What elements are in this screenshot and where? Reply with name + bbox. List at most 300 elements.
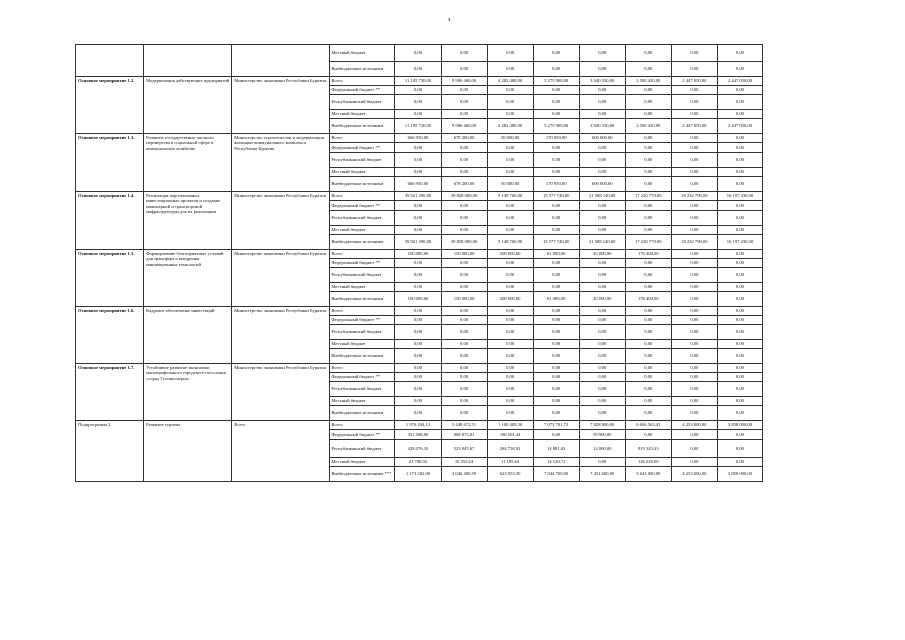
value-cell: 39 828 000,00 (441, 192, 487, 201)
value-cell: 666 950,00 (395, 177, 441, 192)
value-cell: 7 828 800,00 (579, 421, 625, 430)
value-cell: 0,00 (717, 259, 762, 268)
value-cell: 2 500 430,00 (625, 77, 671, 86)
value-cell: 678 200,00 (441, 134, 487, 143)
value-cell: 0,00 (671, 373, 717, 382)
value-cell: 39 828 000,00 (441, 235, 487, 250)
table-body (76, 45, 763, 482)
funding-source-cell: Местный бюджет (330, 397, 395, 406)
value-cell: 0,00 (717, 143, 762, 153)
value-cell: 9 148 760,00 (487, 235, 533, 250)
value-cell: 0,00 (395, 283, 441, 292)
value-cell: 0,00 (579, 268, 625, 283)
value-cell: 0,00 (395, 316, 441, 325)
value-cell: 0,00 (579, 397, 625, 406)
funding-source-cell: Всего (330, 250, 395, 259)
funding-source-cell: Местный бюджет (330, 110, 395, 119)
program-name-cell: Модернизация действующих предприятий (144, 77, 232, 134)
value-cell: 0,00 (671, 349, 717, 364)
value-cell: 0,00 (579, 45, 625, 62)
value-cell: 0,00 (441, 110, 487, 119)
value-cell: 4 282 480,00 (487, 119, 533, 134)
value-cell: 3 858 000,00 (717, 467, 762, 482)
value-cell: 0,00 (717, 292, 762, 307)
value-cell: 0,00 (579, 226, 625, 235)
value-cell: 0,00 (717, 62, 762, 77)
value-cell: 0,00 (671, 364, 717, 373)
value-cell: 11 195,64 (487, 458, 533, 467)
table-row (76, 421, 763, 430)
value-cell: 0,00 (533, 430, 579, 440)
value-cell: 0,00 (533, 307, 579, 316)
value-cell: 0,00 (533, 268, 579, 283)
value-cell: 18 232 790,00 (671, 192, 717, 201)
value-cell: 0,00 (395, 406, 441, 421)
value-cell: 600 000,00 (579, 177, 625, 192)
table-row (76, 250, 763, 259)
value-cell: 126 220,00 (625, 458, 671, 467)
value-cell: 0,00 (441, 340, 487, 349)
value-cell: 0,00 (533, 340, 579, 349)
value-cell: 0,00 (717, 250, 762, 259)
value-cell: 0,00 (579, 201, 625, 211)
value-cell: 0,00 (717, 168, 762, 177)
funding-source-cell: Внебюджетные источники (330, 119, 395, 134)
funding-source-cell: Федеральный бюджет ** (330, 316, 395, 325)
value-cell: 0,00 (717, 430, 762, 440)
value-cell: 0,00 (395, 226, 441, 235)
value-cell: 0,00 (717, 458, 762, 467)
value-cell: 0,00 (487, 143, 533, 153)
value-cell: 0,00 (533, 373, 579, 382)
value-cell: 0,00 (717, 110, 762, 119)
value-cell: 1 976 204,12 (395, 421, 441, 430)
value-cell: 176 400,00 (625, 292, 671, 307)
value-cell: 0,00 (395, 307, 441, 316)
value-cell: 0,00 (579, 143, 625, 153)
value-cell: 0,00 (533, 397, 579, 406)
value-cell: 0,00 (717, 201, 762, 211)
value-cell: 14 120,72 (533, 458, 579, 467)
value-cell: 0,00 (441, 397, 487, 406)
value-cell: 0,00 (671, 397, 717, 406)
value-cell: 0,00 (487, 283, 533, 292)
value-cell: 2 447 050,00 (671, 77, 717, 86)
table-row (76, 45, 763, 62)
executor-cell: Министерство экономики Республики Бурятия (232, 77, 330, 134)
value-cell: 0,00 (487, 226, 533, 235)
executor-cell: Министерство экономики Республики Бурятия (232, 364, 330, 421)
value-cell: 0,00 (395, 143, 441, 153)
value-cell: 0,00 (717, 153, 762, 168)
value-cell: 0,00 (671, 268, 717, 283)
value-cell: 0,00 (625, 95, 671, 110)
value-cell: 0,00 (625, 340, 671, 349)
value-cell: 6 604 563,43 (625, 421, 671, 430)
value-cell: 4 253 000,00 (671, 467, 717, 482)
value-cell: 0,00 (533, 364, 579, 373)
value-cell: 0,00 (579, 373, 625, 382)
value-cell: 0,00 (671, 458, 717, 467)
value-cell: 0,00 (579, 340, 625, 349)
program-code-cell: Основное мероприятие 1.2. (76, 77, 144, 134)
funding-source-cell: Всего (330, 192, 395, 201)
value-cell: 0,00 (717, 373, 762, 382)
value-cell: 0,00 (441, 62, 487, 77)
value-cell: 100 000,00 (395, 292, 441, 307)
value-cell: 0,00 (533, 201, 579, 211)
value-cell: 5 275 900,00 (533, 119, 579, 134)
funding-source-cell: Республиканский бюджет (330, 325, 395, 340)
value-cell: 0,00 (625, 201, 671, 211)
value-cell: 170 950,00 (533, 177, 579, 192)
value-cell: 0,00 (395, 153, 441, 168)
value-cell: 0,00 (441, 364, 487, 373)
value-cell: 0,00 (533, 95, 579, 110)
value-cell: 1 100 409,30 (487, 421, 533, 430)
value-cell: 0,00 (487, 95, 533, 110)
funding-source-cell: Внебюджетные источники (330, 235, 395, 250)
value-cell: 0,00 (395, 349, 441, 364)
funding-source-cell: Федеральный бюджет ** (330, 86, 395, 95)
value-cell: 10 353,24 (441, 458, 487, 467)
value-cell: 0,00 (441, 86, 487, 95)
executor-cell: Всего (232, 421, 330, 482)
value-cell: 0,00 (579, 259, 625, 268)
value-cell: 0,00 (625, 316, 671, 325)
value-cell: 0,00 (395, 373, 441, 382)
value-cell: 0,00 (533, 406, 579, 421)
value-cell: 0,00 (487, 307, 533, 316)
value-cell: 0,00 (717, 364, 762, 373)
value-cell: 0,00 (441, 211, 487, 226)
value-cell: 0,00 (625, 373, 671, 382)
value-cell: 0,00 (671, 168, 717, 177)
value-cell: 0,00 (579, 382, 625, 397)
value-cell: 0,00 (671, 430, 717, 440)
value-cell: 0,00 (533, 211, 579, 226)
value-cell: 0,00 (441, 406, 487, 421)
value-cell: 0,00 (671, 292, 717, 307)
funding-source-cell: Федеральный бюджет ** (330, 143, 395, 153)
funding-source-cell: Республиканский бюджет (330, 440, 395, 458)
value-cell: 0,00 (671, 62, 717, 77)
page-number: 4 (448, 18, 451, 23)
value-cell: 4 046 400,59 (441, 467, 487, 482)
value-cell: 0,00 (441, 268, 487, 283)
value-cell: 2 500 430,00 (625, 119, 671, 134)
program-name-cell: Реализация перспективных инвестиционных проектов и создание инженерной и транспортной инфраструктуры для их реализации (144, 192, 232, 250)
value-cell: 0,00 (395, 86, 441, 95)
value-cell: 0,00 (625, 307, 671, 316)
value-cell: 7 073 701,73 (533, 421, 579, 430)
value-cell: 176 400,00 (625, 250, 671, 259)
funding-source-cell: Республиканский бюджет (330, 268, 395, 283)
value-cell: 0,00 (487, 340, 533, 349)
funding-source-cell: Всего (330, 134, 395, 143)
value-cell: 0,00 (717, 268, 762, 283)
value-cell: 16 197 430,00 (717, 192, 762, 201)
value-cell: 0,00 (579, 458, 625, 467)
funding-source-cell: Всего (330, 307, 395, 316)
value-cell: 59 900,00 (579, 430, 625, 440)
table-row (76, 364, 763, 373)
value-cell: 0,00 (395, 211, 441, 226)
funding-source-cell: Федеральный бюджет ** (330, 259, 395, 268)
value-cell: 0,00 (671, 134, 717, 143)
value-cell: 4 282 480,00 (487, 77, 533, 86)
value-cell: 0,00 (671, 406, 717, 421)
value-cell: 150 000,00 (441, 292, 487, 307)
program-code-cell: Основное мероприятие 1.6. (76, 307, 144, 364)
value-cell: 0,00 (625, 177, 671, 192)
value-cell: 0,00 (441, 373, 487, 382)
funding-source-cell: Всего (330, 421, 395, 430)
value-cell: 0,00 (625, 406, 671, 421)
funding-source-cell: Всего (330, 77, 395, 86)
funding-source-cell: Внебюджетные источники *** (330, 467, 395, 482)
value-cell: 0,00 (579, 325, 625, 340)
value-cell: 0,00 (579, 62, 625, 77)
value-cell: 919 343,43 (625, 440, 671, 458)
value-cell: 5 448 672,51 (441, 421, 487, 430)
value-cell: 0,00 (487, 62, 533, 77)
value-cell: 0,00 (395, 268, 441, 283)
funding-source-cell: Внебюджетные источники (330, 62, 395, 77)
executor-cell: Министерство экономики Республики Бурятия (232, 307, 330, 364)
value-cell: 0,00 (487, 168, 533, 177)
value-cell: 523 045,67 (441, 440, 487, 458)
value-cell: 0,00 (533, 110, 579, 119)
value-cell: 0,00 (625, 382, 671, 397)
value-cell: 0,00 (671, 110, 717, 119)
executor-cell (232, 45, 330, 77)
value-cell: 7 044 700,00 (533, 467, 579, 482)
value-cell: 0,00 (395, 62, 441, 77)
value-cell: 0,00 (487, 259, 533, 268)
value-cell: 0,00 (395, 259, 441, 268)
value-cell: 0,00 (395, 201, 441, 211)
value-cell: 11 195 730,00 (395, 77, 441, 86)
value-cell: 0,00 (717, 283, 762, 292)
value-cell: 14 881,02 (533, 440, 579, 458)
program-name-cell (144, 45, 232, 77)
value-cell: 0,00 (395, 397, 441, 406)
value-cell: 15 577 740,00 (533, 235, 579, 250)
value-cell: 0,00 (625, 168, 671, 177)
value-cell: 0,00 (533, 86, 579, 95)
program-code-cell: Подпрограмма 2. (76, 421, 144, 482)
value-cell: 0,00 (717, 406, 762, 421)
executor-cell: Министерство экономики Республики Бурятия (232, 192, 330, 250)
value-cell: 351 008,00 (395, 430, 441, 440)
value-cell: 1 173 302,00 (395, 467, 441, 482)
value-cell: 9 148 760,00 (487, 192, 533, 201)
value-cell: 0,00 (441, 307, 487, 316)
value-cell: 0,00 (625, 349, 671, 364)
value-cell: 100 000,00 (395, 250, 441, 259)
funding-source-cell: Местный бюджет (330, 458, 395, 467)
value-cell: 0,00 (533, 316, 579, 325)
value-cell: 0,00 (487, 382, 533, 397)
value-cell: 0,00 (625, 62, 671, 77)
value-cell: 0,00 (671, 325, 717, 340)
value-cell: 0,00 (487, 110, 533, 119)
funding-source-cell: Местный бюджет (330, 45, 395, 62)
value-cell: 0,00 (671, 316, 717, 325)
value-cell: 623 953,30 (487, 467, 533, 482)
value-cell: 0,00 (717, 307, 762, 316)
value-cell: 0,00 (533, 153, 579, 168)
value-cell: 0,00 (717, 397, 762, 406)
value-cell: 0,00 (625, 134, 671, 143)
value-cell: 0,00 (717, 211, 762, 226)
value-cell: 0,00 (487, 349, 533, 364)
value-cell: 0,00 (533, 259, 579, 268)
value-cell: 0,00 (671, 250, 717, 259)
value-cell: 0,00 (579, 86, 625, 95)
value-cell: 0,00 (625, 397, 671, 406)
value-cell: 2 447 050,00 (717, 77, 762, 86)
value-cell: 0,00 (395, 95, 441, 110)
value-cell: 0,00 (441, 382, 487, 397)
value-cell: 0,00 (671, 259, 717, 268)
table-row (76, 134, 763, 143)
executor-cell: Министерство экономики Республики Бурятия (232, 250, 330, 307)
value-cell: 0,00 (717, 134, 762, 143)
value-cell: 0,00 (579, 364, 625, 373)
value-cell: 0,00 (395, 110, 441, 119)
value-cell: 428 076,10 (395, 440, 441, 458)
value-cell: 0,00 (625, 143, 671, 153)
value-cell: 0,00 (671, 340, 717, 349)
funding-table (75, 44, 763, 482)
value-cell: 0,00 (625, 430, 671, 440)
value-cell: 15 577 740,00 (533, 192, 579, 201)
value-cell: 150 000,00 (441, 250, 487, 259)
program-code-cell: Основное мероприятие 1.3. (76, 134, 144, 192)
value-cell: 0,00 (441, 283, 487, 292)
value-cell: 0,00 (533, 62, 579, 77)
value-cell: 0,00 (579, 283, 625, 292)
value-cell: 0,00 (625, 110, 671, 119)
value-cell: 0,00 (487, 201, 533, 211)
value-cell: 81 000,00 (533, 250, 579, 259)
value-cell: 50 000,00 (487, 177, 533, 192)
value-cell: 0,00 (717, 340, 762, 349)
value-cell: 0,00 (487, 153, 533, 168)
value-cell: 0,00 (717, 226, 762, 235)
value-cell: 16 197 430,00 (717, 235, 762, 250)
value-cell: 23 708,02 (395, 458, 441, 467)
value-cell: 0,00 (625, 259, 671, 268)
program-name-cell: Развитие государственно-частного партнерства в социальной сфере и коммунальном хозяйстве (144, 134, 232, 192)
value-cell: 45 000,00 (579, 292, 625, 307)
value-cell: 0,00 (395, 325, 441, 340)
value-cell: 81 000,00 (533, 292, 579, 307)
value-cell: 170 950,00 (533, 134, 579, 143)
value-cell: 0,00 (487, 406, 533, 421)
value-cell: 0,00 (487, 211, 533, 226)
value-cell: 0,00 (579, 307, 625, 316)
funding-source-cell: Республиканский бюджет (330, 382, 395, 397)
value-cell: 0,00 (487, 373, 533, 382)
value-cell: 2 447 050,00 (717, 119, 762, 134)
value-cell: 9 906 460,00 (441, 119, 487, 134)
value-cell: 0,00 (533, 226, 579, 235)
value-cell: 0,00 (487, 86, 533, 95)
program-code-cell: Основное мероприятие 1.4. (76, 192, 144, 250)
value-cell: 0,00 (579, 153, 625, 168)
value-cell: 0,00 (487, 316, 533, 325)
table-row (76, 77, 763, 86)
value-cell: 45 000,00 (579, 250, 625, 259)
value-cell: 0,00 (625, 86, 671, 95)
program-code-cell (76, 45, 144, 77)
value-cell: 0,00 (395, 340, 441, 349)
value-cell: 0,00 (579, 406, 625, 421)
value-cell: 0,00 (533, 382, 579, 397)
funding-source-cell: Внебюджетные источники (330, 406, 395, 421)
value-cell: 284 758,92 (487, 440, 533, 458)
value-cell: 5 641 000,00 (625, 467, 671, 482)
value-cell: 0,00 (579, 110, 625, 119)
value-cell: 0,00 (671, 307, 717, 316)
value-cell: 0,00 (579, 95, 625, 110)
funding-source-cell: Республиканский бюджет (330, 211, 395, 226)
table-row (76, 307, 763, 316)
value-cell: 39 921 390,00 (395, 235, 441, 250)
value-cell: 0,00 (533, 325, 579, 340)
value-cell: 0,00 (395, 382, 441, 397)
value-cell: 666 950,00 (395, 134, 441, 143)
value-cell: 0,00 (395, 168, 441, 177)
value-cell: 0,00 (717, 86, 762, 95)
value-cell: 0,00 (533, 143, 579, 153)
funding-source-cell: Республиканский бюджет (330, 95, 395, 110)
value-cell: 3 940 530,00 (579, 119, 625, 134)
value-cell: 0,00 (671, 143, 717, 153)
value-cell: 868 873,01 (441, 430, 487, 440)
value-cell: 0,00 (441, 143, 487, 153)
value-cell: 0,00 (579, 316, 625, 325)
value-cell: 0,00 (717, 382, 762, 397)
value-cell: 0,00 (717, 325, 762, 340)
program-name-cell: Формирование благоприятных условий для трансфера и внедрения инновационных технологий (144, 250, 232, 307)
value-cell: 0,00 (487, 45, 533, 62)
value-cell: 0,00 (533, 45, 579, 62)
value-cell: 600 000,00 (579, 134, 625, 143)
value-cell: 0,00 (441, 95, 487, 110)
value-cell: 0,00 (579, 211, 625, 226)
value-cell: 678 200,00 (441, 177, 487, 192)
value-cell: 0,00 (533, 283, 579, 292)
value-cell: 200 000,00 (487, 250, 533, 259)
value-cell: 0,00 (671, 201, 717, 211)
value-cell: 0,00 (441, 259, 487, 268)
funding-source-cell: Местный бюджет (330, 226, 395, 235)
program-name-cell: Развитие туризма (144, 421, 232, 482)
funding-source-cell: Местный бюджет (330, 340, 395, 349)
value-cell: 0,00 (717, 349, 762, 364)
value-cell: 0,00 (671, 283, 717, 292)
value-cell: 0,00 (533, 168, 579, 177)
value-cell: 0,00 (487, 325, 533, 340)
value-cell: 11 195 730,00 (395, 119, 441, 134)
value-cell: 0,00 (625, 45, 671, 62)
value-cell: 186 501,44 (487, 430, 533, 440)
value-cell: 0,00 (441, 226, 487, 235)
